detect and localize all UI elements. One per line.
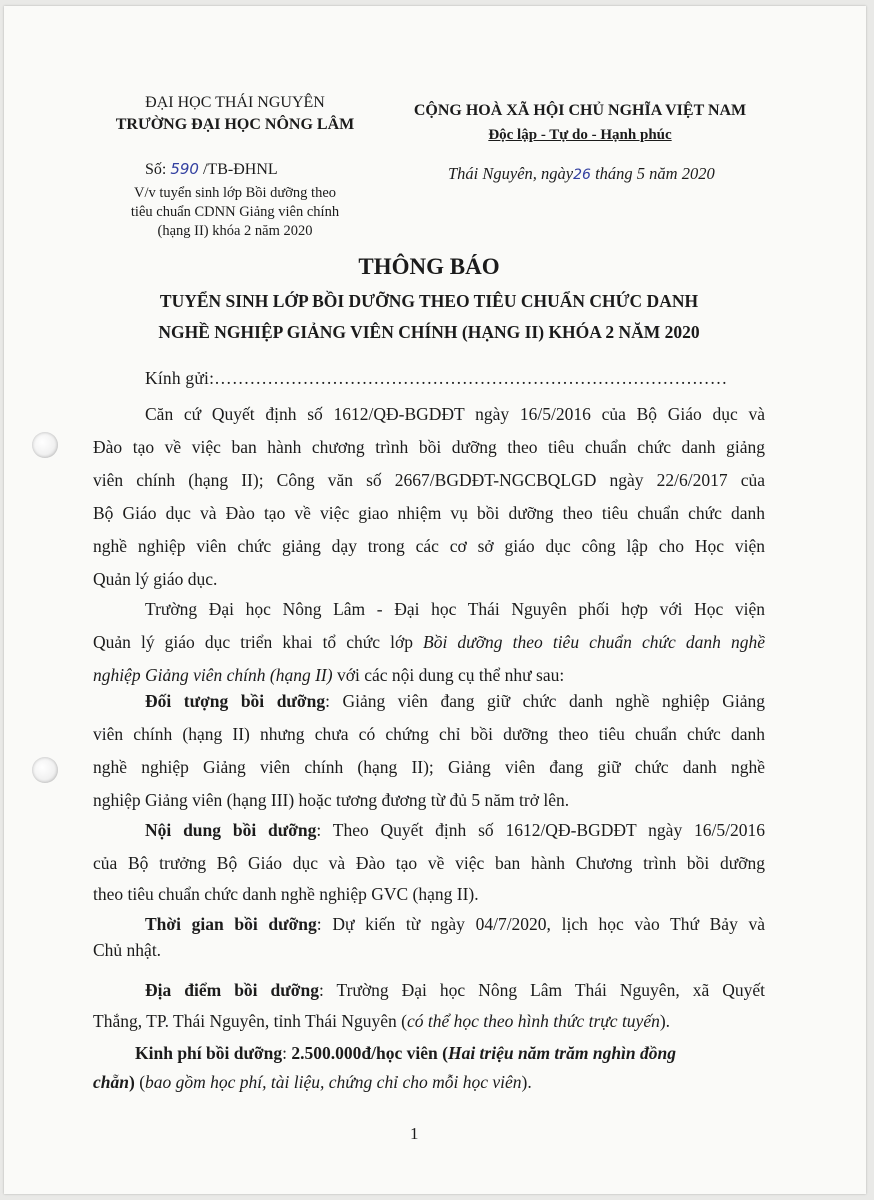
content-line: Nội dung bồi dưỡng: Theo Quyết định số 1612/QĐ-BGDĐT ngày 16/5/2016	[145, 820, 765, 840]
paragraph-line: nghề nghiệp viên chức giảng dạy trong các cơ sở giáo dục công lập cho Học viện	[93, 536, 765, 556]
punch-hole	[32, 432, 58, 458]
paragraph-line: nghề nghiệp Giảng viên chính (hạng II); Giảng viên đang giữ chức danh nghề	[93, 757, 765, 777]
paragraph-line: Căn cứ Quyết định số 1612/QĐ-BGDĐT ngày 16/5/2016 của Bộ Giáo dục và	[145, 404, 765, 424]
national-motto: Độc lập - Tự do - Hạnh phúc	[488, 127, 672, 143]
target-audience-line: Đối tượng bồi dưỡng: Giảng viên đang giữ chức danh nghề nghiệp Giảng	[145, 691, 765, 711]
document-date: Thái Nguyên, ngày26 tháng 5 năm 2020	[448, 164, 715, 183]
paragraph-line: Bộ Giáo dục và Đào tạo về việc giao nhiệm vụ bồi dưỡng theo tiêu chuẩn chức danh	[93, 503, 765, 523]
location-line: Địa điểm bồi dưỡng: Trường Đại học Nông Lâm Thái Nguyên, xã Quyết	[145, 980, 765, 1000]
schedule-line: Thời gian bồi dưỡng: Dự kiến từ ngày 04/7/2020, lịch học vào Thứ Bảy và	[145, 914, 765, 934]
notice-title: THÔNG BÁO	[358, 254, 500, 279]
paragraph-line: chẵn) (bao gồm học phí, tài liệu, chứng chỉ cho mỗi học viên).	[93, 1072, 532, 1092]
paragraph-line: Quản lý giáo dục triển khai tổ chức lớp Bồi dưỡng theo tiêu chuẩn chức danh nghề	[93, 632, 765, 652]
paragraph-line: nghiệp Giảng viên chính (hạng II) với các nội dung cụ thể như sau:	[93, 665, 565, 685]
fee-line: Kinh phí bồi dưỡng: 2.500.000đ/học viên (Hai triệu năm trăm nghìn đồng	[135, 1043, 677, 1063]
paragraph-line: Chủ nhật.	[93, 940, 162, 960]
recipient-line: Kính gửi:……………………………………………………………………………	[145, 368, 728, 388]
school-name: TRƯỜNG ĐẠI HỌC NÔNG LÂM	[115, 116, 355, 133]
paragraph-line: Trường Đại học Nông Lâm - Đại học Thái Nguyên phối hợp với Học viện	[145, 599, 765, 619]
handwritten-number: 590	[170, 160, 199, 178]
handwritten-day: 26	[573, 167, 591, 183]
page-number: 1	[410, 1124, 419, 1143]
paragraph-line: viên chính (hạng II) nhưng chưa có chứng chỉ bồi dưỡng theo tiêu chuẩn chức danh	[93, 724, 765, 744]
paragraph-line: viên chính (hạng II); Công văn số 2667/BGDĐT-NGCBQLGD ngày 22/6/2017 của	[93, 470, 765, 490]
paragraph-line: nghiệp Giảng viên (hạng III) hoặc tương đương từ đủ 5 năm trở lên.	[93, 790, 570, 810]
document-subject: V/v tuyển sinh lớp Bồi dưỡng theo tiêu chuẩn CDNN Giảng viên chính (hạng II) khóa 2 năm 2020	[130, 185, 340, 239]
paragraph-line: của Bộ trưởng Bộ Giáo dục và Đào tạo về việc ban hành Chương trình bồi dưỡng	[93, 853, 765, 873]
document-number: Số: 590 /TB-ĐHNL	[145, 160, 278, 178]
university-name: ĐẠI HỌC THÁI NGUYÊN	[145, 94, 325, 111]
paragraph-line: Quản lý giáo dục.	[93, 569, 218, 589]
paragraph-line: theo tiêu chuẩn chức danh nghề nghiệp GVC (hạng II).	[93, 884, 479, 904]
notice-subtitle-line2: NGHỀ NGHIỆP GIẢNG VIÊN CHÍNH (HẠNG II) KHÓA 2 NĂM 2020	[158, 322, 700, 342]
paragraph-line: Thắng, TP. Thái Nguyên, tỉnh Thái Nguyên (có thể học theo hình thức trực tuyến).	[93, 1011, 671, 1031]
paragraph-line: Đào tạo về việc ban hành chương trình bồi dưỡng theo tiêu chuẩn chức danh giảng	[93, 437, 765, 457]
punch-hole	[32, 757, 58, 783]
national-title: CỘNG HOÀ XÃ HỘI CHỦ NGHĨA VIỆT NAM	[413, 102, 747, 119]
notice-subtitle-line1: TUYỂN SINH LỚP BỒI DƯỠNG THEO TIÊU CHUẨN CHỨC DANH	[159, 291, 699, 311]
